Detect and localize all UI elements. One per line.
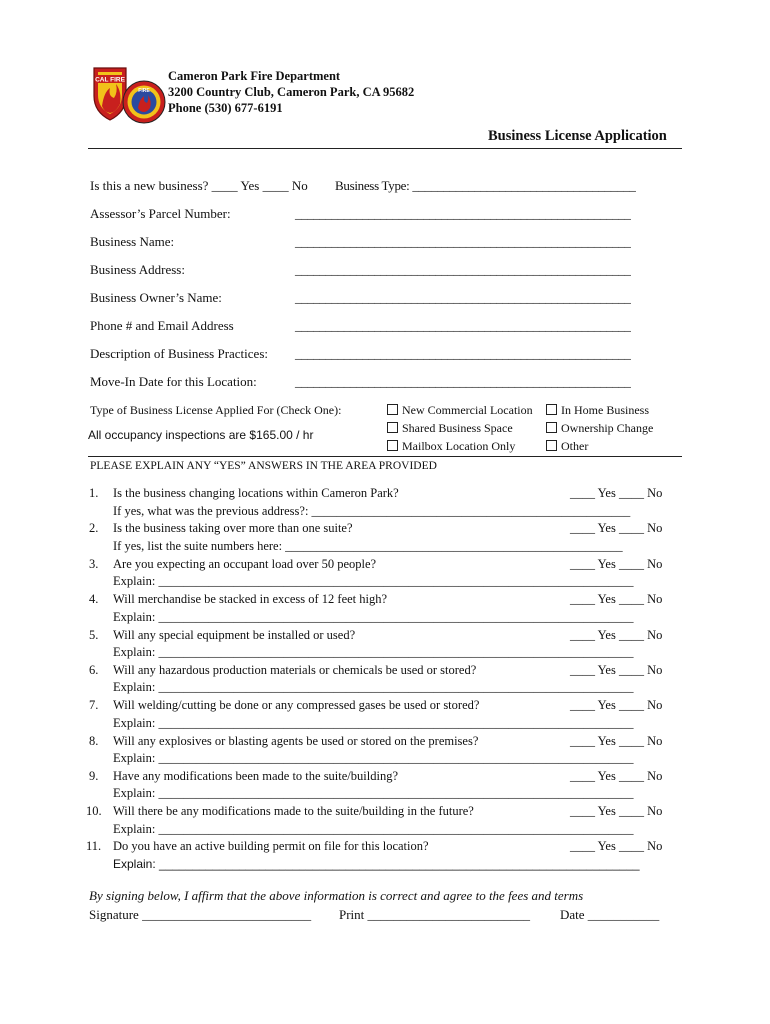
follow-up-field[interactable]: If yes, list the suite numbers here: ______________________________________________________ — [113, 539, 623, 553]
question-text: Is the business taking over more than one suite? — [113, 521, 353, 535]
question-number: 11. — [86, 839, 102, 853]
question-number: 7. — [89, 698, 99, 712]
yes-no-field[interactable]: ____ Yes ____ No — [570, 592, 663, 606]
option-mailbox[interactable]: Mailbox Location Only — [387, 439, 515, 454]
svg-text:CAL FIRE: CAL FIRE — [95, 76, 125, 84]
yes-no-field[interactable]: ____ Yes ____ No — [570, 839, 663, 853]
option-ownership-change[interactable]: Ownership Change — [546, 421, 653, 436]
print-name-field[interactable]: Print _________________________ — [339, 907, 531, 922]
description-field[interactable]: _______________________________________________________ — [295, 346, 631, 361]
explain-field[interactable]: Explain: ____________________________________________________________________________ — [113, 645, 634, 659]
explain-field[interactable]: Explain: ____________________________________________________________________________ — [113, 786, 634, 800]
svg-text:FIRE: FIRE — [138, 88, 150, 94]
checkbox[interactable] — [387, 440, 398, 451]
option-in-home[interactable]: In Home Business — [546, 403, 649, 418]
business-name-label: Business Name: — [90, 234, 175, 249]
title-divider — [88, 148, 682, 149]
cameron-park-fire-badge — [123, 81, 165, 123]
explain-field[interactable]: Explain: ____________________________________________________________________________ — [113, 610, 634, 624]
yes-no-field[interactable]: ____ Yes ____ No — [570, 663, 663, 677]
description-label: Description of Business Practices: — [90, 346, 268, 361]
yes-no-field[interactable]: ____ Yes ____ No — [570, 557, 663, 571]
phone-email-field[interactable]: _______________________________________________________ — [295, 318, 631, 333]
question-text: Are you expecting an occupant load over 50 people? — [113, 557, 377, 571]
yes-no-field[interactable]: ____ Yes ____ No — [570, 628, 663, 642]
cal-fire-logo — [94, 68, 126, 120]
business-type-field[interactable]: Business Type: ____________________________________ — [335, 178, 636, 193]
follow-up-field[interactable]: If yes, what was the previous address?: ___________________________________________________ — [113, 504, 631, 518]
explain-field[interactable]: Explain: ____________________________________________________________________________ — [113, 716, 634, 730]
license-type-label: Type of Business License Applied For (Check One): — [90, 403, 342, 417]
org-phone: Phone (530) 677-6191 — [168, 101, 283, 115]
checkbox[interactable] — [546, 404, 557, 415]
question-number: 4. — [89, 592, 99, 606]
explain-field[interactable]: Explain: ________________________________________________________________________ — [113, 857, 640, 871]
date-field[interactable]: Date ___________ — [560, 907, 660, 922]
checkbox[interactable] — [546, 440, 557, 451]
owner-name-label: Business Owner’s Name: — [90, 290, 222, 305]
option-new-commercial[interactable]: New Commercial Location — [387, 403, 533, 418]
question-number: 5. — [89, 628, 99, 642]
question-text: Will welding/cutting be done or any compressed gases be used or stored? — [113, 698, 480, 712]
parcel-number-field[interactable]: _______________________________________________________ — [295, 206, 631, 221]
move-in-date-label: Move-In Date for this Location: — [90, 374, 257, 389]
parcel-number-label: Assessor’s Parcel Number: — [90, 206, 231, 221]
yes-no-field[interactable]: ____ Yes ____ No — [570, 734, 663, 748]
question-text: Will any special equipment be installed or used? — [113, 628, 356, 642]
explain-field[interactable]: Explain: ____________________________________________________________________________ — [113, 751, 634, 765]
move-in-date-field[interactable]: _______________________________________________________ — [295, 374, 631, 389]
business-name-field[interactable]: _______________________________________________________ — [295, 234, 631, 249]
explain-field[interactable]: Explain: ____________________________________________________________________________ — [113, 822, 634, 836]
question-number: 1. — [89, 486, 99, 500]
signature-field[interactable]: Signature __________________________ — [89, 907, 312, 922]
question-text: Is the business changing locations within Cameron Park? — [113, 486, 399, 500]
question-text: Have any modifications been made to the suite/building? — [113, 769, 398, 783]
question-text: Will any explosives or blasting agents be used or stored on the premises? — [113, 734, 479, 748]
question-number: 2. — [89, 521, 99, 535]
new-business-question[interactable]: Is this a new business? ____ Yes ____ No — [90, 178, 308, 193]
org-name: Cameron Park Fire Department — [168, 69, 341, 83]
checkbox[interactable] — [387, 404, 398, 415]
option-other[interactable]: Other — [546, 439, 588, 454]
question-number: 6. — [89, 663, 99, 677]
question-number: 3. — [89, 557, 99, 571]
question-number: 10. — [86, 804, 102, 818]
business-address-field[interactable]: _______________________________________________________ — [295, 262, 631, 277]
explain-field[interactable]: Explain: ____________________________________________________________________________ — [113, 574, 634, 588]
yes-no-field[interactable]: ____ Yes ____ No — [570, 521, 663, 535]
yes-no-field[interactable]: ____ Yes ____ No — [570, 769, 663, 783]
fee-note: All occupancy inspections are $165.00 / hr — [88, 428, 314, 442]
question-number: 8. — [89, 734, 99, 748]
business-address-label: Business Address: — [90, 262, 185, 277]
yes-no-field[interactable]: ____ Yes ____ No — [570, 804, 663, 818]
question-text: Will there be any modifications made to the suite/building in the future? — [113, 804, 474, 818]
question-text: Will merchandise be stacked in excess of 12 feet high? — [113, 592, 388, 606]
form-title: Business License Application — [488, 128, 667, 144]
explain-field[interactable]: Explain: ____________________________________________________________________________ — [113, 680, 634, 694]
question-number: 9. — [89, 769, 99, 783]
phone-email-label: Phone # and Email Address — [90, 318, 234, 333]
org-address: 3200 Country Club, Cameron Park, CA 95682 — [168, 85, 415, 99]
affirmation-text: By signing below, I affirm that the above information is correct and agree to the fees and terms — [89, 888, 584, 903]
owner-name-field[interactable]: _______________________________________________________ — [295, 290, 631, 305]
yes-no-field[interactable]: ____ Yes ____ No — [570, 486, 663, 500]
option-shared-space[interactable]: Shared Business Space — [387, 421, 513, 436]
question-text: Will any hazardous production materials or chemicals be used or stored? — [113, 663, 477, 677]
explain-header: PLEASE EXPLAIN ANY “YES” ANSWERS IN THE AREA PROVIDED — [90, 460, 437, 472]
section-divider — [88, 456, 682, 457]
yes-no-field[interactable]: ____ Yes ____ No — [570, 698, 663, 712]
fire-department-logos — [88, 62, 166, 130]
checkbox[interactable] — [387, 422, 398, 433]
question-text: Do you have an active building permit on file for this location? — [113, 839, 429, 853]
checkbox[interactable] — [546, 422, 557, 433]
